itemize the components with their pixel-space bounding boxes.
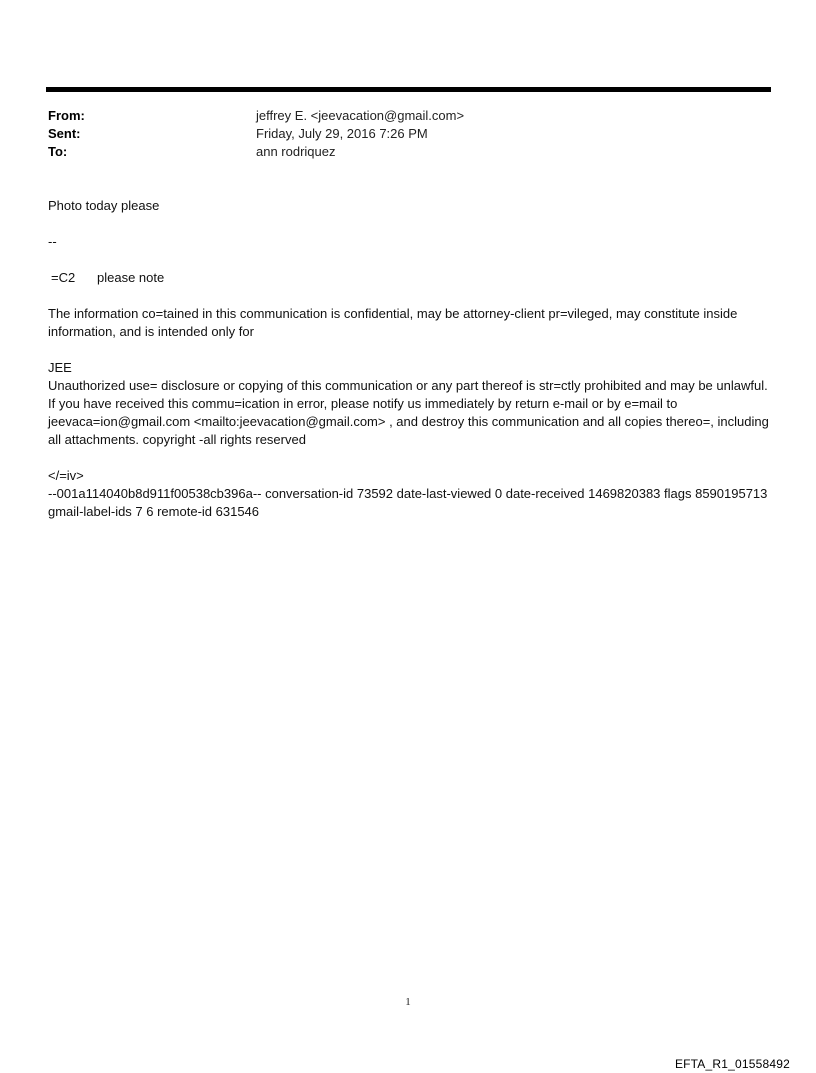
sent-row [48,125,464,143]
signature-separator: -- [48,234,57,249]
sent-label: Sent: [48,126,81,141]
email-body [48,197,773,521]
from-label: From: [48,108,85,123]
note-text: please note [97,270,165,285]
header-divider [46,87,771,92]
confidentiality-notice: The information co=tained in this communication is confidential, may be attorney-client pr=vileged, may constitute inside information, and is intended only for [48,306,738,339]
document-id: EFTA_R1_01558492 [674,1057,790,1071]
to-value: ann rodriquez [256,144,336,159]
unauthorized-use-notice: Unauthorized use= disclosure or copying of this communication or any part thereof is str=ctly prohibited and may be unlawful. If you have received this commu=ication in error, please notify us immediately by return e-mail or by e=mail to jeevaca=ion@gmail.com <mailto:jeevacation@gmail.com> , and destroy this communication and all copies thereo=, including all attachments. copyright -all rights reserved [48,378,769,447]
from-row [48,107,464,125]
to-row [48,143,464,161]
from-value: jeffrey E. <jeevacation@gmail.com> [256,108,465,123]
message-metadata: --001a114040b8d911f00538cb396a-- conversation-id 73592 date-last-viewed 0 date-received 1469820383 flags 8590195713 gmail-label-ids 7 6 remote-id 631546 [48,486,768,519]
closing-tag-text: </=iv> [48,468,84,483]
email-header [48,107,464,161]
sent-value: Friday, July 29, 2016 7:26 PM [256,126,428,141]
greeting-text: Photo today please [48,198,160,213]
initials-text: JEE [48,360,72,375]
page-number: 1 [405,996,411,1008]
note-code: =C2 [51,270,76,285]
note-line [48,269,773,287]
to-label: To: [48,144,68,159]
